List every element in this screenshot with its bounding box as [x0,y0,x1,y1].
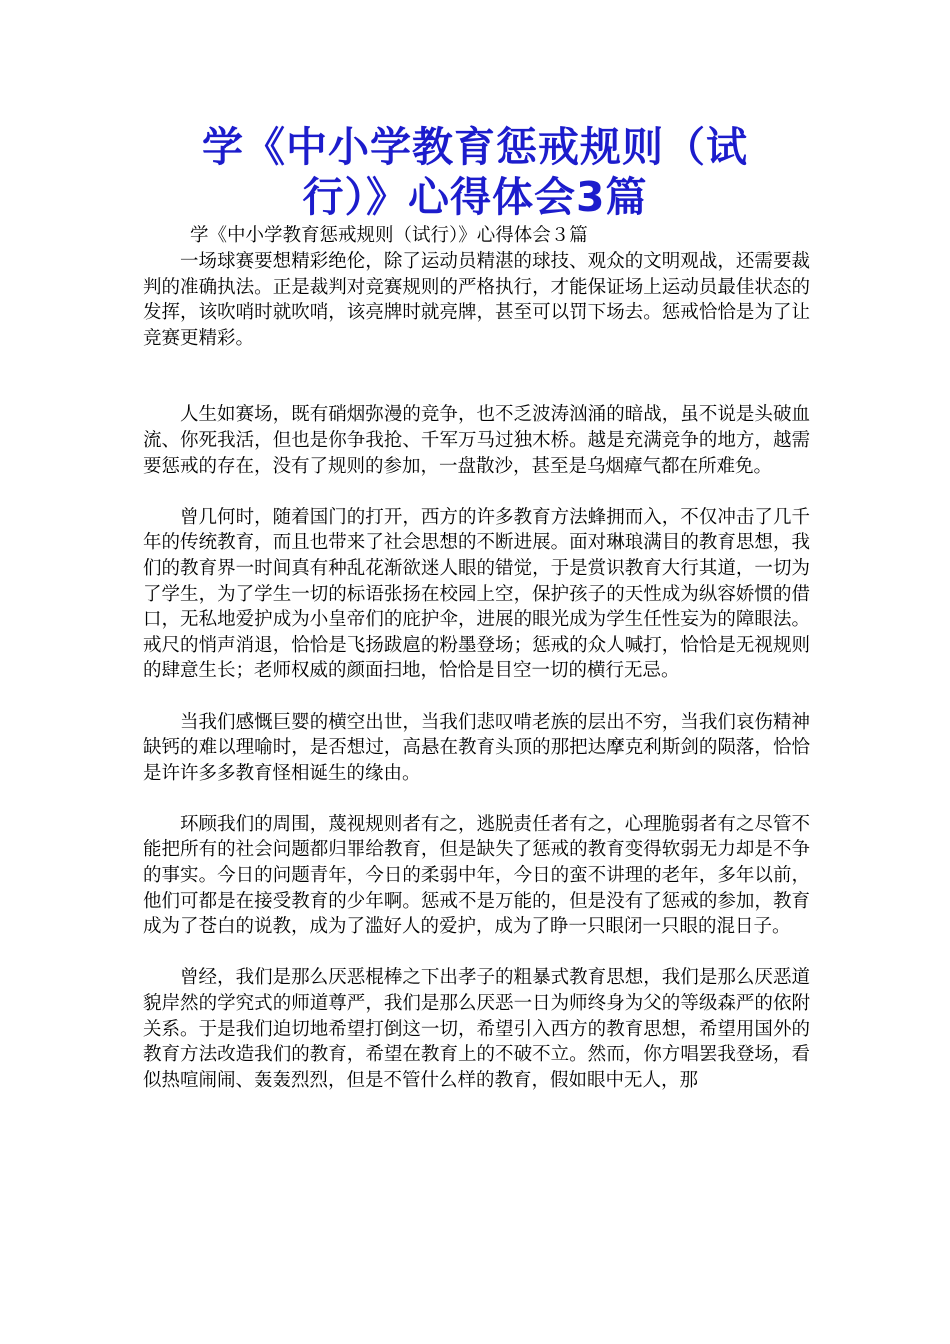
title-line-1: 学《中小学教育惩戒规则（试 [202,123,748,171]
title-line-2: 行）》心得体会3篇 [302,173,648,221]
paragraph-2: 人生如赛场，既有硝烟弥漫的竞争，也不乏波涛汹涌的暗战，虽不说是头破血流、你死我活，但也是你争我抢、千军万马过独木桥。越是充满竞争的地方，越需要惩戒的存在，没有了规则的参加，一盘散沙，甚至是乌烟瘴气都在所难免。 [143,404,810,477]
paragraph-6: 曾经，我们是那么厌恶棍棒之下出孝子的粗暴式教育思想，我们是那么厌恶道貌岸然的学究式的师道尊严，我们是那么厌恶一日为师终身为父的等级森严的依附关系。于是我们迫切地希望打倒这一切，希望引入西方的教育思想，希望用国外的教育方法改造我们的教育，希望在教育上的不破不立。然而，你方唱罢我登场，看似热喧闹闹、轰轰烈烈，但是不管什么样的教育，假如眼中无人，那 [143,967,810,1091]
document-title [140,122,810,222]
document-subtitle: 学《中小学教育惩戒规则（试行）》心得体会３篇 [190,225,588,246]
paragraph-4: 当我们感慨巨婴的横空出世，当我们悲叹啃老族的层出不穷，当我们哀伤精神缺钙的难以理喻时，是否想过，高悬在教育头顶的那把达摩克利斯剑的陨落，恰恰是许许多多教育怪相诞生的缘由。 [143,711,810,784]
paragraph-3: 曾几何时，随着国门的打开，西方的许多教育方法蜂拥而入，不仅冲击了几千年的传统教育，而且也带来了社会思想的不断进展。面对琳琅满目的教育思想，我们的教育界一时间真有种乱花渐欲迷人眼的错觉，于是赏识教育大行其道，一切为了学生，为了学生一切的标语张扬在校园上空，保护孩子的天性成为纵容娇惯的借口，无私地爱护成为小皇帝们的庇护伞，进展的眼光成为学生任性妄为的障眼法。戒尺的悄声消退，恰恰是飞扬跋扈的粉墨登场；惩戒的众人喊打，恰恰是无视规则的肆意生长；老师权威的颜面扫地，恰恰是目空一切的横行无忌。 [143,506,810,682]
document-body [143,249,810,1093]
paragraph-1: 一场球赛要想精彩绝伦，除了运动员精湛的球技、观众的文明观战，还需要裁判的准确执法。正是裁判对竞赛规则的严格执行，才能保证场上运动员最佳状态的发挥，该吹哨时就吹哨，该亮牌时就亮牌，甚至可以罚下场去。惩戒恰恰是为了让竞赛更精彩。 [143,251,810,349]
paragraph-5: 环顾我们的周围，蔑视规则者有之，逃脱责任者有之，心理脆弱者有之尽管不能把所有的社会问题都归罪给教育，但是缺失了惩戒的教育变得软弱无力却是不争的事实。今日的问题青年，今日的柔弱中年，今日的蛮不讲理的老年，多年以前，他们可都是在接受教育的少年啊。惩戒不是万能的，但是没有了惩戒的参加，教育成为了苍白的说教，成为了滥好人的爱护，成为了睁一只眼闭一只眼的混日子。 [143,813,810,938]
